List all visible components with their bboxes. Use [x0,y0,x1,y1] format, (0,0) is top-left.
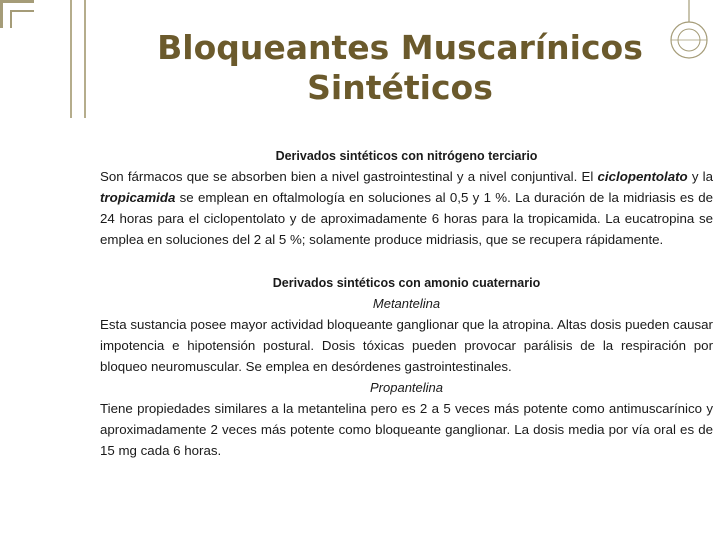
paragraph: Tiene propiedades similares a la metantelina pero es 2 a 5 veces más potente como antimuscarínico y aproximadamente 2 veces más potente como bloqueante ganglionar. La dosis media por vía oral es de 15 mg cada 6 horas. [100,401,713,458]
corner-decoration [0,0,34,28]
slide-title [100,28,700,108]
drug-subheading: Metantelina [372,296,441,311]
section-heading: Derivados sintéticos con nitrógeno terciario [275,149,538,163]
title-line: Bloqueantes Muscarínicos [157,28,643,67]
paragraph [100,166,713,250]
spacer [100,250,713,273]
text-run: Son fármacos que se absorben bien a nivel gastrointestinal y a nivel conjuntival. El [100,169,598,184]
text-run: y la [687,169,714,184]
drug-name: ciclopentolato [597,169,688,184]
decorative-line [84,0,86,118]
paragraph: Esta sustancia posee mayor actividad bloqueante ganglionar que la atropina. Altas dosis pueden causar impotencia e hipotensión postural. Dosis tóxicas pueden provocar parálisis de la respiración por bloqueo neuromuscular. Se emplea en desórdenes gastrointestinales. [100,317,713,374]
text-run: se emplean en oftalmología en soluciones al 0,5 y 1 %. La duración de la midriasis es de 24 horas para el ciclopentolato y de aproximadamente 6 horas para la tropicamida. La eucatropina se emplea en soluciones del 2 al 5 %; solamente produce midriasis, que se recupera rápidamente. [100,190,713,247]
section-heading: Derivados sintéticos con amonio cuaternario [272,276,541,290]
slide-body [100,146,713,461]
drug-subheading: Propantelina [370,380,443,395]
drug-name: tropicamida [100,190,176,205]
title-line: Sintéticos [307,68,493,107]
decorative-line [70,0,72,118]
